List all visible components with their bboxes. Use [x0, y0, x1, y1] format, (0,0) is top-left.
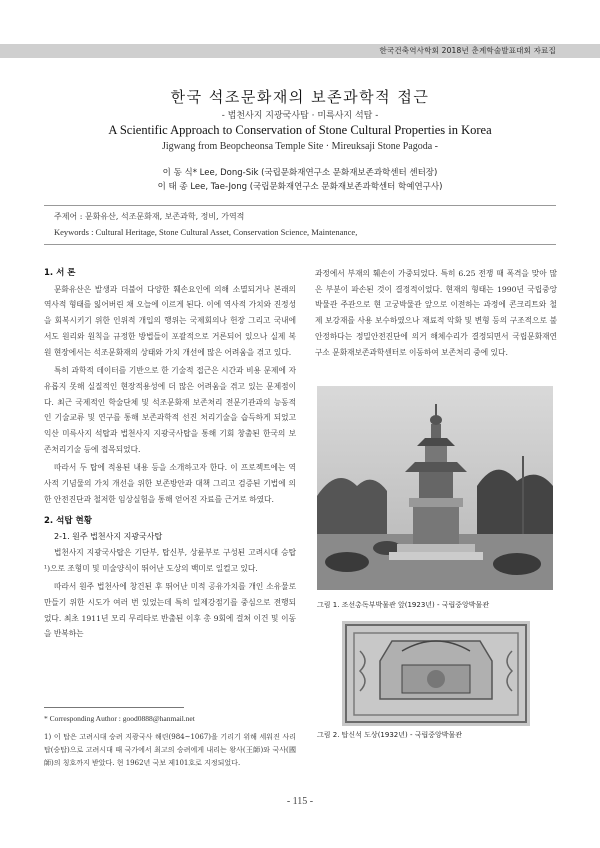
keywords-bottom-rule	[44, 244, 556, 245]
paper-subtitle-english: Jigwang from Beopcheonsa Temple Site · Mireuksaji Stone Pagoda -	[161, 141, 438, 152]
figure-2-photo	[342, 621, 530, 726]
section-heading-status: 2. 석탑 현황	[44, 515, 92, 526]
figure-2-caption: 그림 2. 탑신석 도상(1932년) - 국립중앙박물관	[317, 731, 463, 739]
paragraph-intro-1: 문화유산은 발생과 더불어 다양한 훼손요인에 의해 소멸되거나 본래의 역사적 형태를 잃어버린 채 오늘에 이르게 된다. 이에 역사적 가치와 진정성을 회복시키기 위한 인위적 개입의 행위는 국제회의나 헌장 그리고 국내에서도 원리와 원칙을 규정한 방법들이 포괄적으로 거론되어 있으나 실제 복원 현장에서는 석조문화재의 상태와 가치 개선에 많은 어려움을 겪고 있다.	[44, 284, 296, 357]
paragraph-status-1: 법천사지 지광국사탑은 기단부, 탑신부, 상륜부로 구성된 고려시대 승탑¹)으로 조형미 및 미술양식이 뛰어난 도상의 백미로 일컬고 있다.	[44, 547, 296, 573]
paragraph-intro-2: 특히 과학적 데이터를 기반으로 한 기술적 접근은 시간과 비용 문제에 자유롭지 못해 실질적인 현장적용성에 더 많은 어려움을 겪고 있는 문제점이다. 최근 국제적인 학술단체 및 석조문화재 보존처리 전문기관과의 능동적인 기술교류 및 연구를 통해 보존과학적 선진 처리기술을 습득하게 되었고 익산 미륵사지 석탑과 법천사지 지광국사탑을 통해 기회 창출된 한국의 보존처리기술 등에 접목되었다.	[44, 366, 296, 454]
keywords-korean: 주제어 : 문화유산, 석조문화재, 보존과학, 정비, 가역적	[54, 212, 245, 221]
stone-carving-illustration	[342, 621, 530, 726]
author-line-1: 이 동 식* Lee, Dong-Sik (국립문화재연구소 문화재보존과학센터 센터장)	[162, 168, 438, 178]
subsection-heading-beopcheonsa: 2-1. 원주 법천사지 지광국사탑	[54, 532, 163, 542]
corresponding-author: * Corresponding Author : good0888@hanmail.net	[44, 714, 195, 723]
paper-title-korean: 한국 석조문화재의 보존과학적 접근	[170, 88, 430, 106]
left-column	[44, 266, 296, 645]
pagoda-photo-illustration	[317, 386, 553, 590]
keywords-english: Keywords : Cultural Heritage, Stone Cultural Asset, Conservation Science, Maintenance,	[54, 227, 358, 237]
paragraph-intro-3: 따라서 두 탑에 적용된 내용 등을 소개하고자 한다. 이 프로젝트에는 역사적 기념물의 가치 개선을 위한 보존방안과 대책 그리고 검증된 기법에 의한 안전진단과 철저한 임상실험을 통해 얻어진 자료를 근거로 하였다.	[44, 463, 296, 504]
page-number: - 115 -	[286, 796, 314, 807]
section-heading-intro: 1. 서 론	[44, 268, 76, 278]
footnote-rule	[44, 707, 184, 708]
figure-1-caption: 그림 1. 조선총독부박물관 앞(1923년) - 국립중앙박물관	[317, 601, 490, 609]
paragraph-status-2: 따라서 원주 법천사에 창건된 후 뛰어난 미적 공유가치를 개인 소유물로 만들기 위한 시도가 여러 번 있었는데 특히 일제강점기를 중심으로 전행되었다. 최초 1911년 모리 무리타로 반출된 이후 총 9회에 걸쳐 이건 및 이동을 반복하는	[44, 582, 296, 639]
right-column	[315, 266, 557, 363]
paper-subtitle-korean: - 법천사지 지광국사탑 · 미륵사지 석탑 -	[221, 111, 379, 121]
running-header: 한국건축역사학회 2018년 춘계학술발표대회 자료집	[379, 46, 556, 55]
author-line-2: 이 태 종 Lee, Tae-Jong (국립문화재연구소 문화재보존과학센터 학예연구사)	[157, 182, 443, 192]
paragraph-right-1: 과정에서 부재의 훼손이 가중되었다. 특히 6.25 전쟁 때 폭격을 맞아 많은 부분이 파손된 것이 결정적이었다. 현재의 형태는 1990년 국립중앙박물관 주관으로 현 고궁박물관 앞으로 이전하는 과정에 콘크리트와 철제 보강재를 사용 보수하였으나 재료적 악화 및 변형 등의 구조적으로 불안정하다는 정밀안전진단에 의거 해체수리가 결정되면서 국립문화재연구소 문화재보존과학센터로 이동하여 보존처리 중에 있다.	[315, 269, 557, 357]
figure-1-photo	[317, 386, 553, 590]
paper-title-english: A Scientific Approach to Conservation of Stone Cultural Properties in Korea	[108, 123, 492, 137]
keywords-top-rule	[44, 205, 556, 206]
footnote-1: 1) 이 탑은 고려시대 승려 지광국사 해린(984~1067)을 기리기 위해 세워진 사리탑(승탑)으로 고려시대 때 국가에서 최고의 승려에게 내리는 왕사(王師)와 국사(國師)의 칭호까지 받았다. 현 1962년 국보 제101호로 지정되었다.	[44, 733, 296, 767]
